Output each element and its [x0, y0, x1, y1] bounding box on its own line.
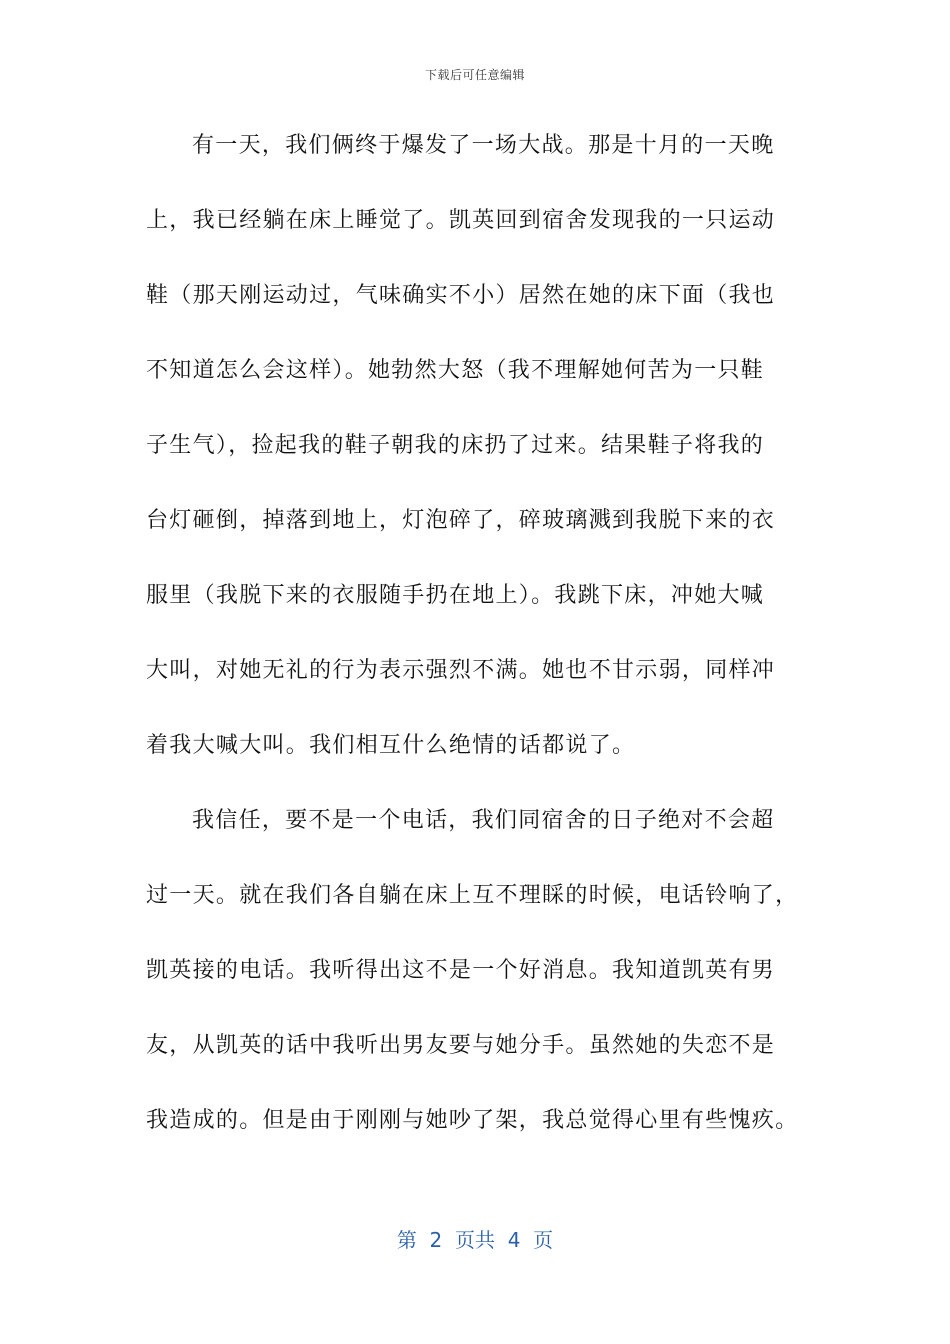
page-header: 下载后可任意编辑: [424, 68, 525, 82]
paragraph-line: 凯英接的电话。我听得出这不是一个好消息。我知道凯英有男: [146, 958, 776, 983]
paragraph-line: 台灯砸倒，掉落到地上，灯泡碎了，碎玻璃溅到我脱下来的衣: [146, 508, 776, 533]
paragraph-line: 过一天。就在我们各自躺在床上互不理睬的时候，电话铃响了，: [146, 883, 799, 908]
paragraph-line: 着我大喊大叫。我们相互什么绝情的话都说了。: [146, 733, 636, 758]
paragraph-line: 友，从凯英的话中我听出男友要与她分手。虽然她的失恋不是: [146, 1033, 776, 1058]
paragraph-line: 我造成的。但是由于刚刚与她吵了架，我总觉得心里有些愧疚。: [146, 1108, 799, 1133]
paragraph-line: 不知道怎么会这样）。她勃然大怒（我不理解她何苦为一只鞋: [146, 358, 765, 383]
paragraph-line: 上，我已经躺在床上睡觉了。凯英回到宿舍发现我的一只运动: [146, 208, 776, 233]
paragraph-line: 我信任，要不是一个电话，我们同宿舍的日子绝对不会超: [192, 808, 775, 833]
paragraph-line: 有一天，我们俩终于爆发了一场大战。那是十月的一天晚: [192, 133, 775, 158]
paragraph-1: [146, 114, 806, 789]
body-text: [146, 114, 806, 1164]
page-footer: 第 2 页共 4 页: [396, 1228, 554, 1252]
paragraph-line: 子生气），捡起我的鞋子朝我的床扔了过来。结果鞋子将我的: [146, 433, 765, 458]
paragraph-2: [146, 789, 806, 1164]
paragraph-line: 服里（我脱下来的衣服随手扔在地上）。我跳下床，冲她大喊: [146, 583, 765, 608]
paragraph-line: 鞋（那天刚运动过，气味确实不小）居然在她的床下面（我也: [146, 283, 776, 308]
paragraph-line: 大叫，对她无礼的行为表示强烈不满。她也不甘示弱，同样冲: [146, 658, 776, 683]
